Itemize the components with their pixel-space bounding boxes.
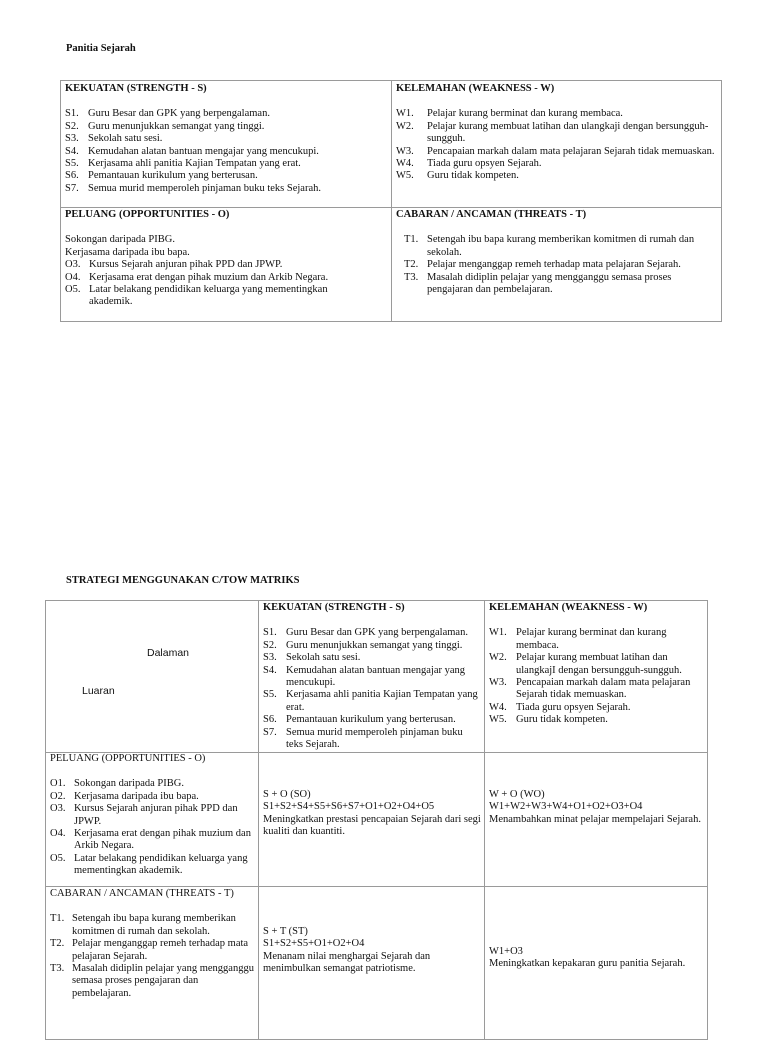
swot-opportunities-cell: [65, 209, 387, 309]
swot-strength-heading: KEKUATAN (STRENGTH - S): [65, 83, 207, 94]
st-label: S + T (ST): [263, 926, 308, 937]
tows-weakness-cell: [489, 602, 704, 727]
list-item: S4. Kemudahan alatan bantuan mengajar yang mencukupi.: [65, 145, 319, 157]
list-item: T3. Masalah didiplin pelajar yang mengganggu semasa proses pengajaran dan pembelajaran.: [50, 963, 254, 999]
swot-threats-list: [396, 234, 718, 296]
list-item: S2. Guru menunjukkan semangat yang tinggi.: [263, 639, 463, 651]
list-item: W3. Pencapaian markah dalam mata pelajaran Sejarah tidak memuaskan.: [396, 145, 715, 157]
tows-wo-cell: [489, 789, 704, 826]
list-item: W4. Tiada guru opsyen Sejarah.: [489, 701, 631, 713]
tows-strength-heading: KEKUATAN (STRENGTH - S): [263, 602, 405, 613]
list-item: W5. Guru tidak kompeten.: [489, 714, 608, 726]
list-item: O3. Kursus Sejarah anjuran pihak PPD dan JPWP.: [65, 259, 283, 271]
swot-threats-cell: [396, 209, 718, 296]
list-item: S2. Guru menunjukkan semangat yang tinggi.: [65, 120, 265, 132]
list-item: S5. Kerjasama ahli panitia Kajian Tempatan yang erat.: [263, 689, 478, 713]
corner-label-internal: Dalaman: [147, 647, 190, 659]
list-item: W4. Tiada guru opsyen Sejarah.: [396, 158, 542, 170]
list-item: W1. Pelajar kurang berminat dan kurang membaca.: [489, 627, 667, 651]
list-item: S3. Sekolah satu sesi.: [263, 652, 361, 664]
list-item: O5. Latar belakang pendidikan keluarga yang mementingkan akademik.: [65, 284, 328, 308]
wt-formula: W1+O3: [489, 946, 523, 957]
list-item: S1. Guru Besar dan GPK yang berpengalaman.: [65, 108, 270, 120]
tows-strength-list: [263, 627, 481, 751]
list-item: W2. Pelajar kurang membuat latihan dan ulangkajI dengan bersungguh-sungguh.: [489, 652, 682, 676]
swot-weakness-list: [396, 108, 718, 182]
swot-weakness-heading: KELEMAHAN (WEAKNESS - W): [396, 83, 555, 94]
list-item: W5. Guru tidak kompeten.: [396, 170, 519, 182]
wo-text: Menambahkan minat pelajar mempelajari Sejarah.: [489, 813, 701, 825]
list-item: Sokongan daripada PIBG.: [65, 234, 175, 246]
so-formula: S1+S2+S4+S5+S6+S7+O1+O2+O4+O5: [263, 801, 435, 813]
list-item: W2. Pelajar kurang membuat latihan dan ulangkaji dengan bersungguh-sungguh.: [396, 120, 709, 145]
list-item: T2. Pelajar menganggap remeh terhadap mata pelajaran Sejarah.: [404, 259, 681, 271]
swot-opportunities-heading: PELUANG (OPPORTUNITIES - O): [65, 209, 230, 220]
tows-divider-vertical-2: [484, 600, 485, 1040]
list-item: S6. Pemantauan kurikulum yang berterusan.: [263, 714, 456, 726]
tows-threats-cell: [50, 888, 255, 1000]
tows-opportunities-cell: [50, 753, 255, 878]
list-item: O2. Kerjasama daripada ibu bapa.: [50, 790, 199, 802]
corner-label-external: Luaran: [82, 685, 115, 697]
st-formula: S1+S2+S5+O1+O2+O4: [263, 938, 365, 950]
tows-opportunities-list: [50, 778, 255, 877]
swot-opportunities-intro: [65, 234, 387, 259]
st-text: Menanam nilai menghargai Sejarah dan menimbulkan semangat patriotisme.: [263, 950, 431, 975]
tows-title: STRATEGI MENGGUNAKAN C/TOW MATRIKS: [66, 575, 300, 586]
swot-weakness-cell: [396, 83, 718, 183]
list-item: S6. Pemantauan kurikulum yang berterusan.: [65, 170, 258, 182]
list-item: S7. Semua murid memperoleh pinjaman buku teks Sejarah.: [65, 182, 321, 194]
list-item: T1. Setengah ibu bapa kurang memberikan komitmen di rumah dan sekolah.: [50, 913, 236, 937]
wo-label: W + O (WO): [489, 789, 545, 800]
list-item: O5. Latar belakang pendidikan keluarga yang mementingkan akademik.: [50, 852, 248, 877]
tows-opportunities-heading: PELUANG (OPPORTUNITIES - O): [50, 753, 206, 764]
tows-threats-list: [50, 913, 255, 1000]
list-item: O4. Kerjasama erat dengan pihak muzium dan Arkib Negara.: [50, 828, 251, 852]
list-item: O3. Kursus Sejarah anjuran pihak PPD dan JPWP.: [50, 803, 238, 827]
swot-strength-cell: [65, 83, 387, 195]
wt-text: Meningkatkan kepakaran guru panitia Sejarah.: [489, 958, 686, 970]
tows-threats-heading: CABARAN / ANCAMAN (THREATS - T): [50, 888, 234, 899]
swot-divider-horizontal: [60, 207, 722, 208]
swot-threats-heading: CABARAN / ANCAMAN (THREATS - T): [396, 209, 587, 220]
tows-strength-cell: [263, 602, 481, 751]
so-label: S + O (SO): [263, 789, 311, 800]
list-item: S1. Guru Besar dan GPK yang berpengalaman.: [263, 627, 468, 639]
tows-wt-cell: [489, 946, 704, 971]
tows-weakness-list: [489, 627, 704, 726]
list-item: S5. Kerjasama ahli panitia Kajian Tempatan yang erat.: [65, 158, 301, 170]
list-item: O4. Kerjasama erat dengan pihak muzium dan Arkib Negara.: [65, 271, 329, 283]
list-item: S4. Kemudahan alatan bantuan mengajar yang mencukupi.: [263, 664, 466, 689]
tows-weakness-heading: KELEMAHAN (WEAKNESS - W): [489, 602, 648, 613]
swot-strength-list: [65, 108, 387, 195]
list-item: Kerjasama daripada ibu bapa.: [65, 246, 190, 258]
tows-st-cell: [263, 926, 481, 976]
wo-formula: W1+W2+W3+W4+O1+O2+O3+O4: [489, 801, 643, 813]
tows-so-cell: [263, 789, 481, 839]
tows-divider-horizontal-2: [45, 886, 708, 887]
list-item: S7. Semua murid memperoleh pinjaman buku teks Sejarah.: [263, 726, 463, 751]
list-item: W1. Pelajar kurang berminat dan kurang membaca.: [396, 108, 623, 120]
tows-divider-vertical-1: [258, 600, 259, 1040]
list-item: T3. Masalah didiplin pelajar yang mengganggu semasa proses pengajaran dan pembelajaran.: [404, 271, 672, 296]
list-item: T2. Pelajar menganggap remeh terhadap mata pelajaran Sejarah.: [50, 938, 249, 962]
list-item: S3. Sekolah satu sesi.: [65, 133, 163, 145]
list-item: T1. Setengah ibu bapa kurang memberikan komitmen di rumah dan sekolah.: [404, 234, 695, 258]
list-item: W3. Pencapaian markah dalam mata pelajaran Sejarah tidak memuaskan.: [489, 677, 691, 701]
page-title: Panitia Sejarah: [66, 43, 136, 54]
so-text: Meningkatkan prestasi pencapaian Sejarah dari segi kualiti dan kuantiti.: [263, 813, 481, 838]
swot-opportunities-list: [65, 259, 387, 309]
list-item: O1. Sokongan daripada PIBG.: [50, 778, 184, 790]
swot-divider-vertical: [391, 80, 392, 322]
